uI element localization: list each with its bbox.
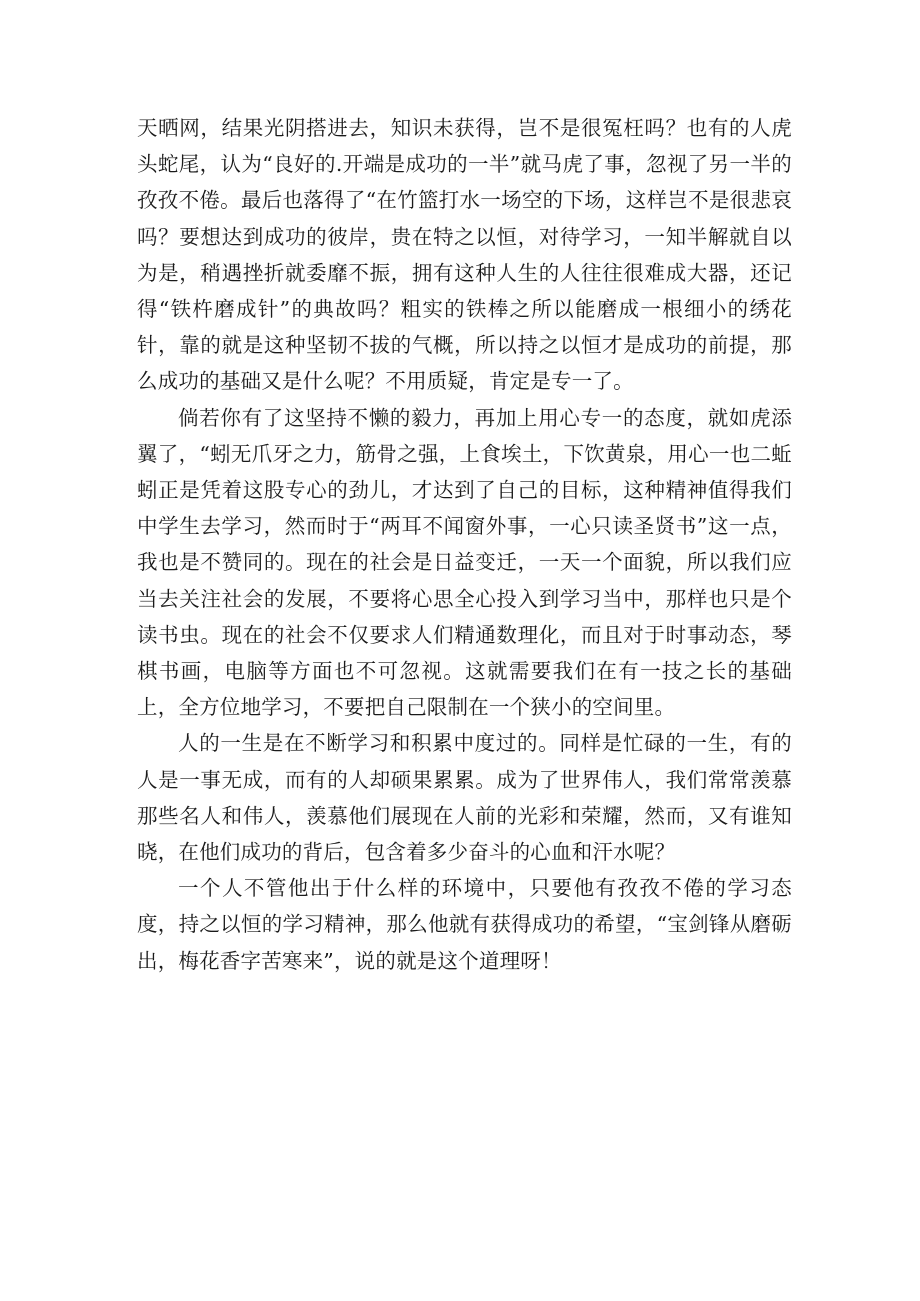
paragraph-4: 一个人不管他出于什么样的环境中，只要他有孜孜不倦的学习态度，持之以恒的学习精神，那么他就有获得成功的希望，“宝剑锋从磨砺出，梅花香字苦寒来”，说的就是这个道理呀！ xyxy=(137,876,792,973)
paragraph-3: 人的一生是在不断学习和积累中度过的。同样是忙碌的一生，有的人是一事无成，而有的人却硕果累累。成为了世界伟人，我们常常羡慕那些名人和伟人，羡慕他们展现在人前的光彩和荣耀，然而，又有谁知晓，在他们成功的背后，包含着多少奋斗的心血和汗水呢？ xyxy=(137,731,792,865)
paragraph-1: 天晒网，结果光阴搭进去，知识未获得，岂不是很冤枉吗？也有的人虎头蛇尾，认为“良好的.开端是成功的一半”就马虎了事，忽视了另一半的孜孜不倦。最后也落得了“在竹篮打水一场空的下场，这样岂不是很悲哀吗？要想达到成功的彼岸，贵在特之以恒，对待学习，一知半解就自以为是，稍遇挫折就委靡不振，拥有这种人生的人往往很难成大器，还记得“铁杵磨成针”的典故吗？粗实的铁棒之所以能磨成一根细小的绣花针，靠的就是这种坚韧不拔的气概，所以持之以恒才是成功的前提，那么成功的基础又是什么呢？不用质疑，肯定是专一了。 xyxy=(137,116,792,394)
document-body xyxy=(137,110,792,979)
paragraph-2: 倘若你有了这坚持不懒的毅力，再加上用心专一的态度，就如虎添翼了，“蚓无爪牙之力，筋骨之强，上食埃土，下饮黄泉，用心一也二蚯蚓正是凭着这股专心的劲儿，才达到了自己的目标，这种精神值得我们中学生去学习，然而时于“两耳不闻窗外事，一心只读圣贤书”这一点，我也是不赞同的。现在的社会是日益变迁，一天一个面貌，所以我们应当去关注社会的发展，不要将心思全心投入到学习当中，那样也只是个读书虫。现在的社会不仅要求人们精通数理化，而且对于时事动态，琴棋书画，电脑等方面也不可忽视。这就需要我们在有一技之长的基础上，全方位地学习，不要把自己限制在一个狭小的空间里。 xyxy=(137,405,792,720)
